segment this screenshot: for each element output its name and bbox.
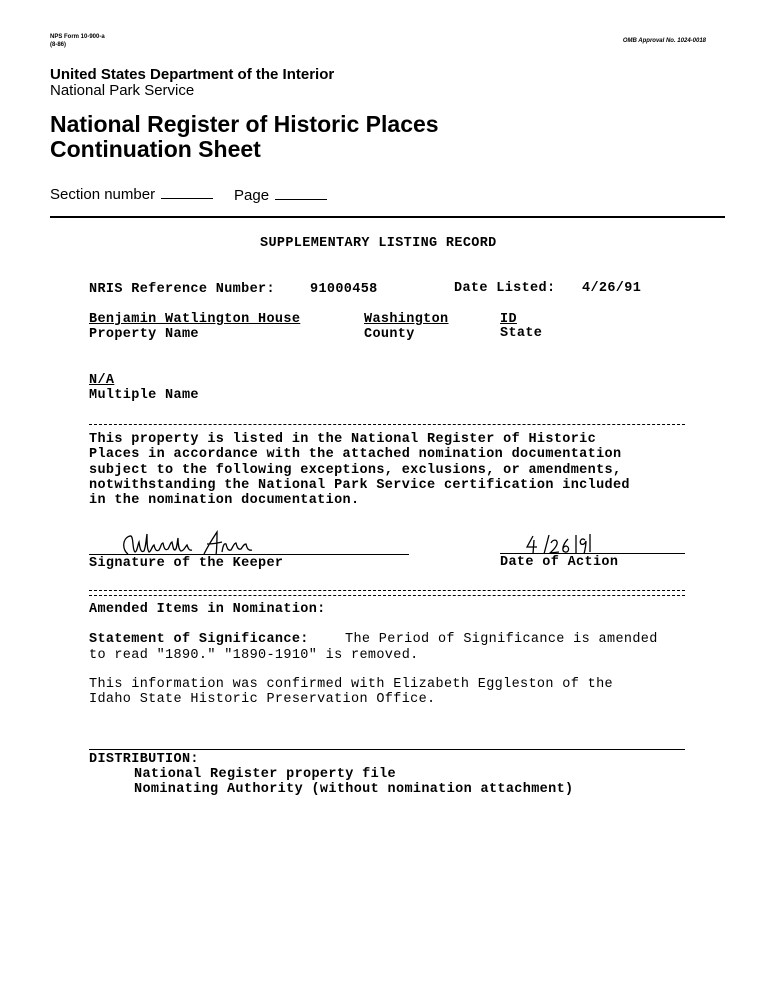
signature-label: Signature of the Keeper [89, 556, 284, 571]
distribution-divider [89, 749, 685, 750]
header-divider [50, 216, 725, 218]
nris-label: NRIS Reference Number: [89, 282, 275, 297]
department: United States Department of the Interior [50, 66, 335, 83]
page-number-blank [275, 199, 327, 200]
county-value: Washington [364, 312, 449, 327]
page-title-line2: Continuation Sheet [50, 136, 261, 162]
form-number: NPS Form 10-900-a [50, 34, 105, 40]
distribution-label: DISTRIBUTION: [89, 752, 199, 767]
state-value: ID [500, 312, 517, 327]
section-number-blank [161, 198, 213, 199]
record-heading: SUPPLEMENTARY LISTING RECORD [260, 236, 497, 251]
date-listed-value: 4/26/91 [582, 281, 642, 296]
county-label: County [364, 327, 415, 342]
statement-label: Statement of Significance: [89, 632, 309, 647]
service: National Park Service [50, 82, 195, 99]
statement-line2: to read "1890." "1890-1910" is removed. [89, 648, 419, 663]
statement-line1: The Period of Significance is amended [345, 632, 658, 647]
page-title-line1: National Register of Historic Places [50, 111, 439, 137]
multiple-name-label: Multiple Name [89, 388, 199, 403]
property-name-label: Property Name [89, 327, 199, 342]
distribution-item: Nominating Authority (without nomination attachment) [134, 782, 574, 797]
nris-value: 91000458 [310, 282, 378, 297]
amended-items-heading: Amended Items in Nomination: [89, 602, 326, 617]
multiple-name-value: N/A [89, 373, 115, 388]
date-of-action-label: Date of Action [500, 555, 619, 570]
form-date: (8-86) [50, 42, 67, 48]
confirmation-text: This information was confirmed with Elizabeth Eggleston of the Idaho State Historic Preservation Office. [89, 677, 613, 708]
section-number-label: Section number [50, 186, 156, 203]
listing-statement: This property is listed in the National Register of Historic Places in accordance with the attached nomination documentation subject to the following exceptions, exclusions, or amendments, notwithstanding the National Park Service certification included in the nomination documentation. [89, 432, 630, 509]
distribution-item: National Register property file [134, 767, 396, 782]
date-listed-label: Date Listed: [454, 281, 556, 296]
state-label: State [500, 326, 543, 341]
dashed-divider-1 [89, 424, 685, 425]
double-divider [89, 590, 685, 596]
page-number-field [234, 187, 327, 204]
section-number-field [50, 186, 213, 203]
property-name: Benjamin Watlington House [89, 312, 301, 327]
omb-approval: OMB Approval No. 1024-0018 [622, 38, 706, 44]
page-label: Page [234, 187, 270, 204]
